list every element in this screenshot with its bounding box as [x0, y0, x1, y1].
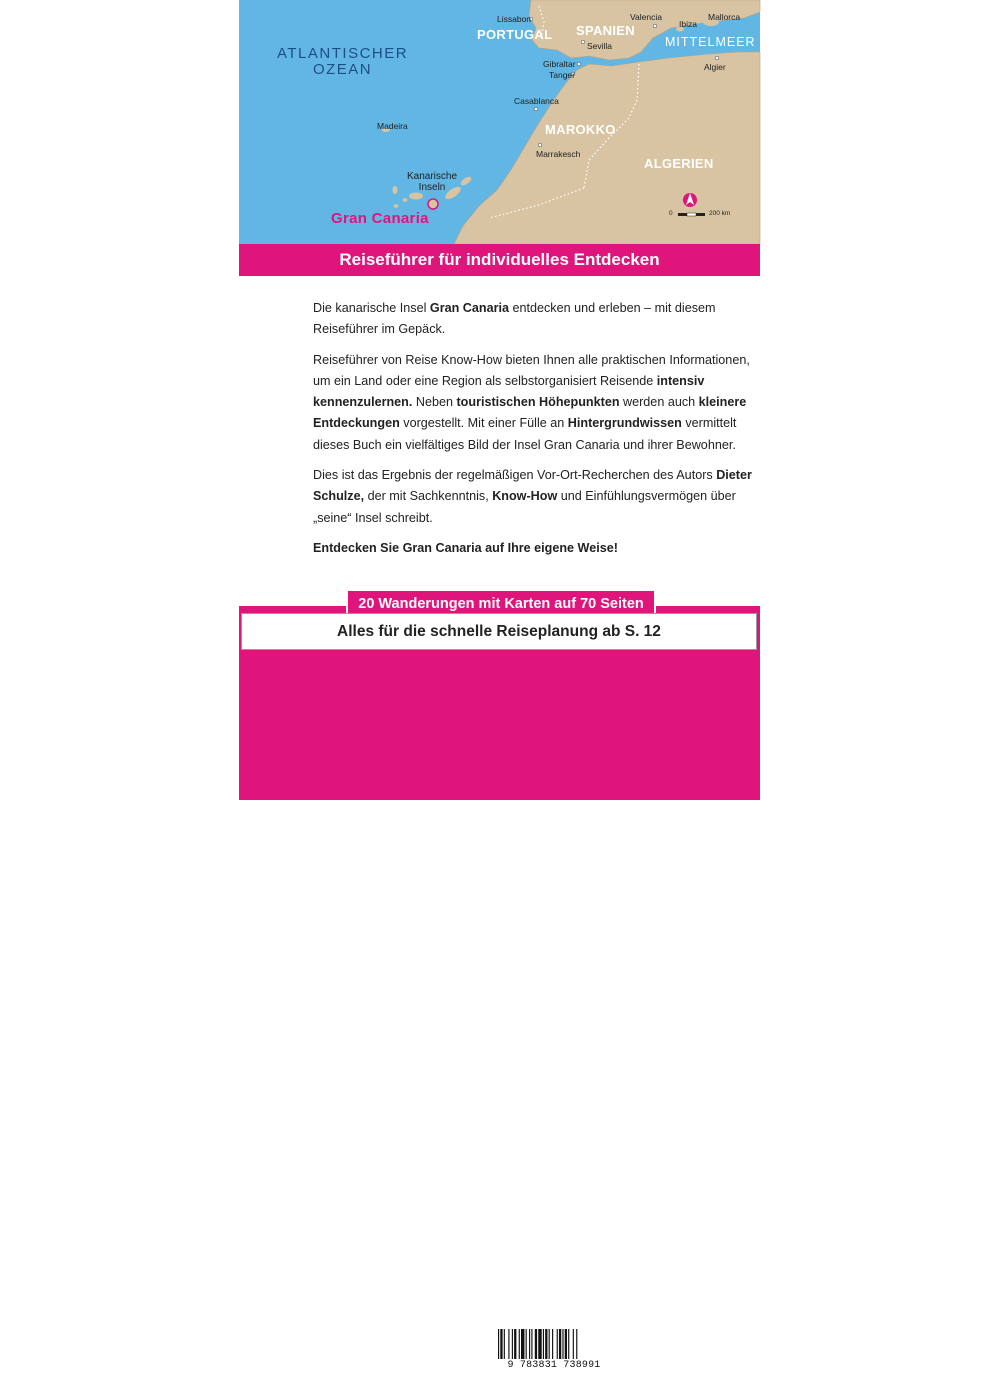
tenerife-island: [409, 193, 423, 200]
city-label-marrakesch: Marrakesch: [536, 149, 581, 159]
city-label-mallorca: Mallorca: [708, 12, 741, 22]
overview-map: [239, 0, 760, 244]
checkbox-icon: [297, 1315, 306, 1324]
city-label-lissabon: Lissabon: [497, 14, 532, 24]
edition-line-2: und aktualisierte: [618, 1339, 688, 1350]
price: € 20,90 [D]: [501, 1290, 549, 1301]
ocean-label-line2: OZEAN: [312, 60, 373, 78]
barcode-bar: [535, 1329, 537, 1361]
price-info: [501, 1288, 607, 1318]
emphasis-text: Gran Canaria: [429, 301, 509, 315]
barcode-bar: [526, 1329, 527, 1361]
country-label-spanien: SPANIEN: [576, 23, 635, 38]
price-row: [501, 1288, 607, 1303]
barcode-digits: 9 783831 738991: [494, 1359, 614, 1373]
country-label-portugal: PORTUGAL: [477, 27, 553, 42]
barcode-bar: [549, 1329, 550, 1361]
country-label-algerien: ALGERIEN: [644, 156, 714, 171]
checkbox-icon: [297, 1330, 306, 1339]
canary-islands-label-line2: Inseln: [418, 181, 446, 193]
emphasis-text: Dieter Schulze,: [313, 468, 752, 504]
edition-number: 13.: [618, 1324, 632, 1335]
la-palma-island: [393, 186, 398, 194]
barcode-bar: [512, 1329, 513, 1361]
barcode-bar: [543, 1329, 544, 1361]
edition-text-3: Auflage: [618, 1354, 653, 1365]
sea-label: MITTELMEER: [665, 35, 756, 49]
barcode-bars: [494, 1327, 614, 1361]
barcode-bar: [538, 1329, 541, 1361]
barcode-bar: [500, 1329, 502, 1361]
city-label-casablanca: Casablanca: [514, 96, 559, 106]
barcode-bar: [514, 1329, 516, 1361]
barcode-bar: [552, 1329, 553, 1361]
city-dot-casablanca: [534, 107, 538, 111]
emphasis-text: touristischen Höhepunkten: [456, 395, 620, 410]
city-dot-gibraltar: [577, 62, 581, 66]
barcode-bar: [562, 1329, 563, 1361]
barcode-bar: [573, 1329, 574, 1361]
city-label-tanger: Tanger: [549, 70, 575, 80]
barcode-bar: [504, 1329, 505, 1361]
publisher-info: [618, 1288, 741, 1318]
barcode-bar: [519, 1329, 520, 1361]
city-label-algier: Algier: [704, 62, 726, 72]
scale-start-label: 0: [669, 210, 673, 217]
edition-text-1: , neu bearbeitete: [631, 1324, 703, 1335]
scale-end-label: 200 km: [709, 210, 731, 217]
barcode-bar: [521, 1329, 524, 1361]
city-dot-algier: [715, 56, 719, 60]
ocean-label-line1: ATLANTISCHER: [277, 45, 409, 62]
feature-list: [288, 1285, 484, 1378]
isbn: ISBN 978-3-8317-3899-1: [501, 1305, 608, 1316]
city-label-gibraltar: Gibraltar: [543, 59, 576, 69]
barcode-bar: [531, 1329, 532, 1361]
barcode-bar: [529, 1329, 530, 1361]
barcode-bar: [568, 1329, 569, 1361]
emphasis-text: intensiv kennenzulernen.: [313, 373, 705, 410]
emphasis-text: kleinere Entdeckungen: [313, 395, 747, 431]
checkbox-icon: [297, 1299, 306, 1308]
emphasis-text: Know-How: [492, 489, 558, 504]
checkbox-icon: [297, 1346, 306, 1355]
description-paragraph-2: Reiseführer von Reise Know-How bieten Ihnen alle praktischen Informationen, um ein Land oder eine Region als selbstorganisiert Reisende intensiv kennenzulernen. Neben touristischen Höhepunkten werden auch kleinere Entdeckungen vorgestellt. Mit einer Fülle an Hintergrundwissen vermittelt dieses Buch ein vielfältiges Bild der Insel Gran Canaria und ihrer Bewohner.: [313, 352, 750, 452]
barcode-bar: [576, 1329, 577, 1361]
scale-bar-2: [687, 213, 696, 216]
feature-label: Gastronomisches Glossar: [312, 1329, 431, 1341]
barcode-bar: [545, 1329, 547, 1361]
edition-line-1: [618, 1322, 703, 1337]
scale-bar-3: [696, 213, 705, 216]
description-paragraph-4: [313, 538, 753, 559]
el-hierro-island: [394, 204, 399, 208]
canary-islands-label: [407, 172, 457, 193]
gran-canaria-island: [428, 199, 438, 209]
feature-item: [297, 1312, 483, 1328]
country-label-marokko: MAROKKO: [545, 122, 616, 137]
la-gomera-island: [403, 198, 408, 202]
hiking-highlight-box: 20 Wanderungen mit Karten auf 70 Seiten: [346, 589, 656, 619]
edition-year: 2025/26: [652, 1354, 688, 1365]
book-back-cover: [239, 0, 760, 1371]
gran-canaria-label: Gran Canaria: [331, 210, 429, 227]
feature-item: [297, 1296, 483, 1312]
barcode-bar: [565, 1329, 567, 1361]
city-dot-valencia: [653, 24, 657, 28]
city-label-sevilla: Sevilla: [587, 41, 613, 51]
canary-islands-label-line1: Kanarische: [407, 171, 458, 182]
emphasis-text: Hintergrundwissen: [567, 416, 682, 431]
feature-item: [297, 1343, 483, 1359]
city-dot-sevilla: [581, 40, 585, 44]
feature-label: 45 Stadtpläne und Karten: [312, 1298, 427, 1310]
scale-bar-1: [678, 213, 687, 216]
feature-label: GPS-Tracks zum Download: [312, 1344, 435, 1356]
feature-item: [297, 1327, 483, 1343]
description-paragraph-1: Die kanarische Insel Gran Canaria entdecken und erleben – mit diesem Reiseführer im Gepäck.: [313, 301, 716, 337]
ocean-label: [277, 46, 408, 78]
city-label-madeira: Madeira: [377, 121, 408, 131]
barcode-bar: [559, 1329, 561, 1361]
feature-label: Kleine Sprachhilfe Spanisch: [312, 1313, 440, 1325]
edition-info: [618, 1322, 703, 1367]
city-dot-marrakesch: [538, 143, 542, 147]
barcode-bar: [498, 1329, 499, 1361]
planning-highlight-box: Alles für die schnelle Reiseplanung ab S. 12: [241, 613, 757, 650]
barcode-bar: [508, 1329, 509, 1361]
city-label-valencia: Valencia: [630, 12, 662, 22]
description-text: [313, 298, 753, 568]
barcode-bar: [557, 1329, 558, 1361]
subtitle-banner: Reiseführer für individuelles Entdecken: [239, 244, 760, 276]
publisher-line-1: Reise Know-How Verlag: [618, 1290, 721, 1301]
edition-line-3: [618, 1352, 703, 1367]
publisher-line-2: Peter Rump GmbH, Bielefeld: [618, 1305, 741, 1316]
description-paragraph-3: Dies ist das Ergebnis der regelmäßigen Vor-Ort-Recherchen des Autors Dieter Schulze, der mit Sachkenntnis, Know-How und Einfühlungsvermögen über „seine“ Insel schreibt.: [313, 468, 752, 525]
closing-slogan: Entdecken Sie Gran Canaria auf Ihre eigene Weise!: [313, 540, 618, 555]
page-count: | 408 Seiten: [551, 1290, 602, 1301]
city-label-ibiza: Ibiza: [679, 19, 697, 29]
